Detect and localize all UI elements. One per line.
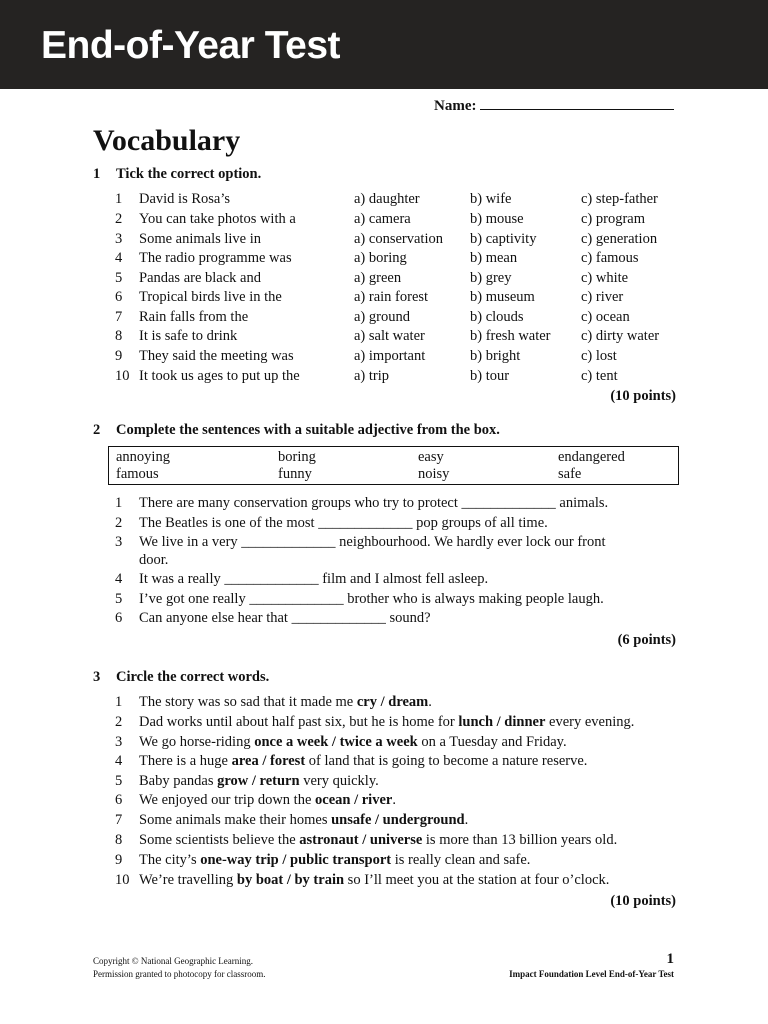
option-a[interactable]: a) camera [354,211,411,227]
option-a[interactable]: a) important [354,348,426,364]
option-a[interactable]: a) trip [354,368,390,384]
word-box-item: noisy [418,466,450,482]
option-c[interactable]: c) step-father [581,191,658,207]
name-blank-line[interactable] [480,97,674,110]
q2-number: 2 [93,422,101,438]
option-c[interactable]: c) lost [581,348,617,364]
item-text: There are many conservation groups who try to protect _____________ animals. [139,495,609,511]
item-text: Can anyone else hear that _____________ sound? [139,610,431,626]
item-text: It is safe to drink [139,328,238,344]
item-number: 4 [115,753,123,769]
item-number: 1 [115,191,123,207]
q2-heading [93,421,500,439]
option-b[interactable]: b) captivity [470,231,537,247]
option-a[interactable]: a) rain forest [354,289,429,305]
word-choice[interactable]: cry / dream [356,694,429,710]
item-text: They said the meeting was [139,348,294,364]
item-text: There is a huge area / forest of land that is going to become a nature reserve. [139,753,588,769]
item-text: You can take photos with a [139,211,296,227]
q3-number: 3 [93,669,101,685]
item-text: We go horse-riding once a week / twice a week on a Tuesday and Friday. [139,734,567,750]
option-a[interactable]: a) salt water [354,328,425,344]
option-c[interactable]: c) famous [581,250,639,266]
item-text: David is Rosa’s [139,191,231,207]
name-field [434,97,674,115]
word-box-item: boring [278,449,316,465]
item-number: 3 [115,734,123,750]
option-a[interactable]: a) green [354,270,402,286]
word-choice[interactable]: area / forest [231,753,306,769]
q1-heading [93,165,261,183]
option-a[interactable]: a) boring [354,250,407,266]
item-text: The Beatles is one of the most _____________ pop groups of all time. [139,515,548,531]
option-b[interactable]: b) bright [470,348,521,364]
option-b[interactable]: b) fresh water [470,328,551,344]
q1-instruction: Tick the correct option. [116,166,262,182]
q1-number: 1 [93,166,101,182]
word-box-item: safe [558,466,582,482]
item-number: 10 [115,368,130,384]
option-b[interactable]: b) museum [470,289,535,305]
item-text: I’ve got one really _____________ brother who is always making people laugh. [139,591,604,607]
item-number: 5 [115,773,123,789]
page-title: End-of-Year Test [41,24,340,67]
option-c[interactable]: c) generation [581,231,658,247]
item-number: 9 [115,348,123,364]
item-number: 6 [115,610,123,626]
section-title: Vocabulary [93,124,241,157]
option-b[interactable]: b) wife [470,191,512,207]
item-text: door. [139,552,169,568]
word-box-item: easy [418,449,444,465]
option-b[interactable]: b) grey [470,270,512,286]
header-banner [0,0,768,89]
option-b[interactable]: b) mean [470,250,518,266]
item-number: 5 [115,270,123,286]
item-number: 1 [115,495,123,511]
item-text: The story was so sad that it made me cry / dream. [139,694,432,710]
option-a[interactable]: a) conservation [354,231,443,247]
option-b[interactable]: b) tour [470,368,510,384]
item-number: 2 [115,714,123,730]
option-a[interactable]: a) daughter [354,191,420,207]
item-number: 1 [115,694,123,710]
name-label: Name: [434,98,477,114]
item-number: 2 [115,515,123,531]
q1-points: (10 points) [610,388,676,404]
word-choice[interactable]: astronaut / universe [299,832,423,848]
footer-copyright [93,955,265,981]
item-number: 3 [115,534,123,550]
item-text: Some animals live in [139,231,262,247]
item-number: 8 [115,832,123,848]
q2-points: (6 points) [617,632,676,648]
option-c[interactable]: c) white [581,270,629,286]
footer-test-name: Impact Foundation Level End-of-Year Test [509,969,674,979]
q3-heading [93,668,269,686]
option-b[interactable]: b) mouse [470,211,524,227]
item-number: 4 [115,571,123,587]
item-number: 4 [115,250,123,266]
option-c[interactable]: c) program [581,211,646,227]
item-number: 5 [115,591,123,607]
word-box-item: famous [116,466,159,482]
page-number: 1 [666,951,674,967]
item-text: Some animals make their homes unsafe / underground. [139,812,469,828]
item-number: 7 [115,812,123,828]
word-box-item: endangered [558,449,625,465]
word-choice[interactable]: once a week / twice a week [254,734,418,750]
option-a[interactable]: a) ground [354,309,410,325]
item-text: Rain falls from the [139,309,249,325]
item-text: Some scientists believe the astronaut / universe is more than 13 billion years old. [139,832,618,848]
item-text: We’re travelling by boat / by train so I’ll meet you at the station at four o’clock. [139,872,610,888]
word-choice[interactable]: by boat / by train [236,872,345,888]
item-number: 6 [115,792,123,808]
item-number: 9 [115,852,123,868]
q3-points: (10 points) [610,893,676,909]
item-number: 2 [115,211,123,227]
word-choice[interactable]: grow / return [217,773,300,789]
word-choice[interactable]: lunch / dinner [458,714,546,730]
option-c[interactable]: c) tent [581,368,618,384]
item-text: Pandas are black and [139,270,261,286]
item-text: Dad works until about half past six, but he is home for lunch / dinner every evening. [139,714,635,730]
q3-instruction: Circle the correct words. [116,669,270,685]
item-number: 3 [115,231,123,247]
item-text: Tropical birds live in the [139,289,282,305]
permission-text: Permission granted to photocopy for classroom. [93,969,266,979]
word-choice[interactable]: ocean / river [315,792,393,808]
item-number: 8 [115,328,123,344]
item-number: 10 [115,872,130,888]
word-box-item: annoying [116,449,170,465]
word-choice[interactable]: unsafe / underground [331,812,465,828]
word-box [108,446,679,485]
word-box-item: funny [278,466,312,482]
option-c[interactable]: c) dirty water [581,328,660,344]
item-text: It was a really _____________ film and I almost fell asleep. [139,571,489,587]
item-text: We enjoyed our trip down the ocean / river. [139,792,396,808]
copyright-text: Copyright © National Geographic Learning. [93,956,254,966]
item-text: The radio programme was [139,250,292,266]
option-c[interactable]: c) river [581,289,624,305]
q2-instruction: Complete the sentences with a suitable adjective from the box. [116,422,500,438]
item-text: We live in a very _____________ neighbourhood. We hardly ever lock our front [139,534,606,550]
option-c[interactable]: c) ocean [581,309,630,325]
option-b[interactable]: b) clouds [470,309,524,325]
item-number: 6 [115,289,123,305]
item-text: It took us ages to put up the [139,368,300,384]
item-number: 7 [115,309,123,325]
item-text: The city’s one-way trip / public transport is really clean and safe. [139,852,531,868]
item-text: Baby pandas grow / return very quickly. [139,773,379,789]
word-choice[interactable]: one-way trip / public transport [200,852,392,868]
